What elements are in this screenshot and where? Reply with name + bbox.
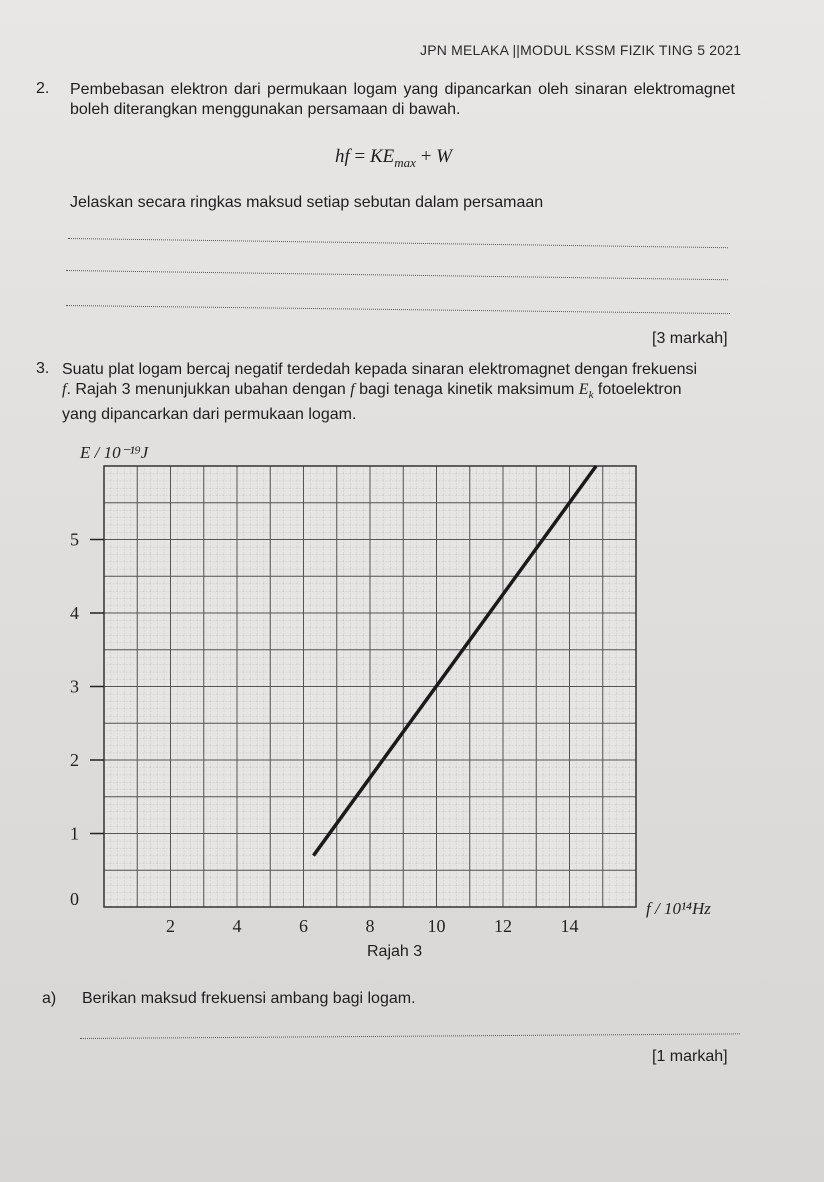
y-tick-label: 1 (70, 823, 79, 844)
x-tick-label: 2 (166, 916, 175, 936)
frequency-symbol: f (62, 381, 67, 398)
question-2-marks: [3 markah] (652, 330, 728, 347)
answer-line-1[interactable] (68, 238, 728, 248)
question-3-text-3: bagi tenaga kinetik maksimum (354, 381, 579, 398)
x-tick-label: 4 (232, 916, 242, 936)
formula-ke-sub: max (394, 154, 416, 170)
x-tick-label: 12 (494, 916, 512, 936)
x-axis-label: f / 10¹⁴Hz (646, 899, 711, 918)
formula-plus: + (420, 146, 432, 167)
answer-line-3[interactable] (66, 305, 730, 314)
question-2-text: Pembebasan elektron dari permukaan logam yang dipancarkan oleh sinaran elektromagnet boleh diterangkan menggunakan persamaan di bawah. (70, 81, 735, 118)
ek-subscript: k (588, 389, 594, 402)
question-a-text: Berikan maksud frekuensi ambang bagi logam. (82, 990, 416, 1007)
question-2-number: 2. (36, 80, 50, 97)
ek-symbol: E (578, 381, 589, 398)
photoelectric-equation (335, 146, 452, 171)
y-tick-label: 0 (70, 889, 79, 909)
frequency-symbol-2: f (350, 381, 355, 398)
question-3-text (62, 360, 740, 425)
formula-equals: = (354, 146, 366, 167)
question-3-text-2: . Rajah 3 menunjukkan ubahan dengan (66, 381, 351, 398)
question-a-marks: [1 markah] (652, 1048, 728, 1065)
question-3-text-1: Suatu plat logam bercaj negatif terdedah kepada sinaran elektromagnet dengan frekuensi (62, 361, 698, 378)
x-tick-label: 10 (427, 916, 446, 936)
formula-ke: KE (370, 146, 395, 167)
x-tick-label: 8 (365, 916, 375, 936)
formula-w: W (436, 146, 452, 167)
x-tick-label: 6 (299, 916, 308, 936)
question-3-number: 3. (36, 360, 50, 377)
y-axis-label: E / 10⁻¹⁹J (80, 443, 149, 462)
question-3-text-5: yang dipancarkan dari permukaan logam. (62, 406, 357, 424)
formula-lhs: hf (335, 146, 350, 167)
question-a-label: a) (42, 990, 57, 1007)
question-3-text-4: fotoelektron (593, 381, 682, 398)
page-header: JPN MELAKA ||MODUL KSSM FIZIK TING 5 2021 (420, 42, 742, 58)
y-tick-label: 3 (70, 676, 79, 697)
energy-frequency-graph (0, 430, 824, 940)
answer-line-2[interactable] (66, 270, 728, 280)
x-tick-label: 14 (560, 916, 579, 936)
question-2-instruction: Jelaskan secara ringkas maksud setiap sebutan dalam persamaan (70, 194, 544, 211)
answer-line-a[interactable] (80, 1033, 740, 1039)
figure-caption: Rajah 3 (367, 943, 423, 960)
y-tick-label: 4 (70, 603, 79, 623)
y-tick-label: 2 (70, 750, 79, 770)
y-tick-label: 5 (70, 529, 79, 550)
